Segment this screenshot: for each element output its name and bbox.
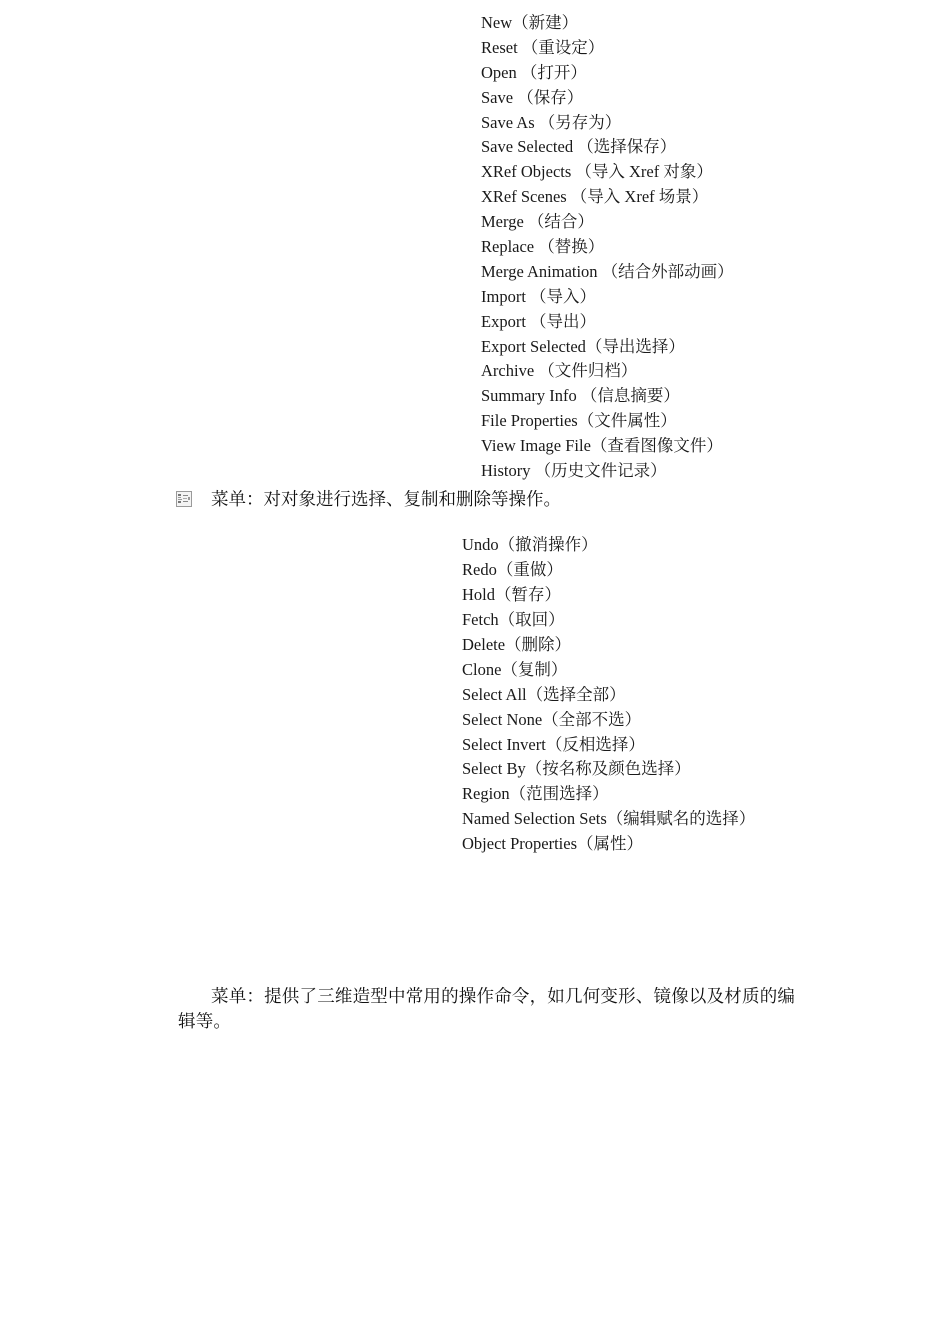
edit-menu-item-select-none: Select None（全部不选） (462, 709, 642, 729)
file-menu-item-save-selected: Save Selected （选择保存） (481, 137, 677, 157)
edit-menu-image-icon (176, 491, 192, 507)
file-menu-item-xref-scenes: XRef Scenes （导入 Xref 场景） (481, 187, 709, 207)
edit-menu-item-clone: Clone（复制） (462, 659, 568, 679)
edit-menu-item-redo: Redo（重做） (462, 559, 563, 579)
file-menu-item-replace: Replace （替换） (481, 237, 605, 257)
edit-menu-item-hold: Hold（暂存） (462, 584, 561, 604)
file-menu-item-view-image-file: View Image File（查看图像文件） (481, 436, 723, 456)
file-menu-list (481, 11, 734, 484)
edit-menu-item-delete: Delete（删除） (462, 634, 572, 654)
file-menu-item-new: New（新建） (481, 13, 579, 32)
edit-menu-description: 菜单：对对象进行选择、复制和删除等操作。 (211, 490, 561, 510)
file-menu-item-export-selected: Export Selected（导出选择） (481, 336, 685, 356)
file-menu-item-import: Import （导入） (481, 286, 597, 306)
edit-menu-item-select-by: Select By（按名称及颜色选择） (462, 759, 691, 779)
edit-menu-list (462, 533, 755, 857)
edit-menu-item-undo: Undo（撤消操作） (462, 535, 598, 554)
modifier-menu-description: 菜单：提供了三维造型中常用的操作命令，如几何变形、镜像以及材质的编辑等。 (178, 987, 796, 1032)
file-menu-item-open: Open （打开） (481, 62, 587, 82)
edit-menu-item-object-properties: Object Properties（属性） (462, 834, 644, 854)
file-menu-item-merge: Merge （结合） (481, 212, 594, 232)
edit-menu-item-fetch: Fetch（取回） (462, 609, 565, 629)
file-menu-item-xref-objects: XRef Objects （导入 Xref 对象） (481, 162, 713, 182)
file-menu-item-export: Export （导出） (481, 311, 597, 331)
file-menu-item-summary-info: Summary Info （信息摘要） (481, 386, 680, 406)
file-menu-item-save-as: Save As （另存为） (481, 112, 622, 132)
file-menu-item-file-properties: File Properties（文件属性） (481, 411, 677, 431)
edit-menu-item-named-selection-sets: Named Selection Sets（编辑赋名的选择） (462, 809, 756, 829)
file-menu-item-save: Save （保存） (481, 87, 584, 107)
file-menu-item-reset: Reset （重设定） (481, 37, 605, 57)
file-menu-item-history: History （历史文件记录） (481, 461, 667, 481)
edit-menu-item-select-all: Select All（选择全部） (462, 684, 626, 704)
file-menu-item-merge-animation: Merge Animation （结合外部动画） (481, 261, 734, 281)
file-menu-item-archive: Archive （文件归档） (481, 361, 638, 381)
edit-menu-item-region: Region（范围选择） (462, 784, 609, 804)
edit-menu-item-select-invert: Select Invert（反相选择） (462, 734, 645, 754)
